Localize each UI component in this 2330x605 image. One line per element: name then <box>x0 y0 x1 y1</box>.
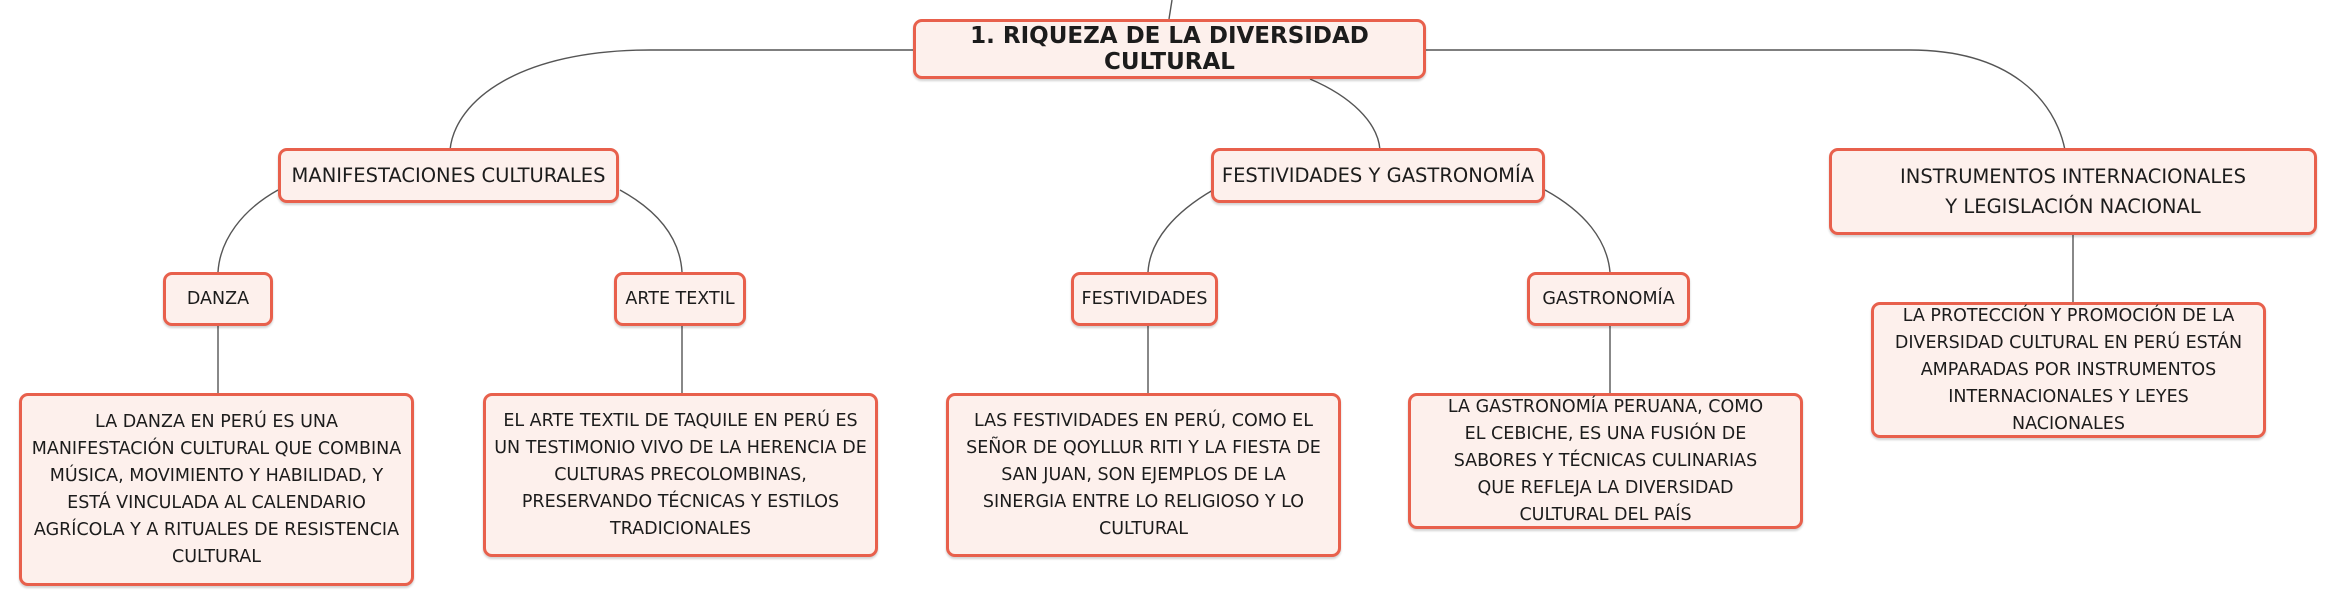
connector-festividades-gastronomia-gastronomia <box>1545 190 1610 272</box>
root-topic-label: 1. RIQUEZA DE LA DIVERSIDAD CULTURAL <box>970 23 1369 75</box>
detail-text: LA GASTRONOMÍA PERUANA, COMO EL CEBICHE, ES UNA FUSIÓN DE SABORES Y TÉCNICAS CULINARIAS QUE REFLEJA LA DIVERSIDAD CULTURAL DEL PAÍS <box>1447 396 1764 525</box>
subtopic-festividades[interactable] <box>1071 272 1218 326</box>
topic-label: INSTRUMENTOS INTERNACIONALES Y LEGISLACIÓN NACIONAL <box>1900 164 2246 218</box>
topic-label: FESTIVIDADES Y GASTRONOMÍA <box>1221 163 1535 187</box>
connector-manifestaciones-arte-textil <box>620 190 682 272</box>
detail-danza[interactable] <box>19 393 414 586</box>
subtopic-label: DANZA <box>186 289 250 309</box>
detail-festividades[interactable] <box>946 393 1341 557</box>
detail-text: LA DANZA EN PERÚ ES UNA MANIFESTACIÓN CULTURAL QUE COMBINA MÚSICA, MOVIMIENTO Y HABILIDAD, Y ESTÁ VINCULADA AL CALENDARIO AGRÍCOLA Y A RITUALES DE RESISTENCIA CULTURAL <box>31 411 402 567</box>
topic-label: MANIFESTACIONES CULTURALES <box>291 163 606 187</box>
topic-manifestaciones-culturales[interactable] <box>278 148 619 203</box>
subtopic-label: ARTE TEXTIL <box>625 289 735 309</box>
root-topic[interactable] <box>913 19 1426 79</box>
topic-instrumentos-internacionales[interactable] <box>1829 148 2317 235</box>
connector-festividades-gastronomia-festividades <box>1148 190 1213 272</box>
detail-text: EL ARTE TEXTIL DE TAQUILE EN PERÚ ES UN TESTIMONIO VIVO DE LA HERENCIA DE CULTURAS PRECOLOMBINAS, PRESERVANDO TÉCNICAS Y ESTILOS TRADICIONALES <box>494 410 867 539</box>
subtopic-arte-textil[interactable] <box>614 272 746 326</box>
detail-text: LA PROTECCIÓN Y PROMOCIÓN DE LA DIVERSIDAD CULTURAL EN PERÚ ESTÁN AMPARADAS POR INSTRUMENTOS INTERNACIONALES Y LEYES NACIONALES <box>1894 305 2243 434</box>
connector-root-festividades-gastronomia <box>1310 79 1380 150</box>
detail-text: LAS FESTIVIDADES EN PERÚ, COMO EL SEÑOR DE QOYLLUR RITI Y LA FIESTA DE SAN JUAN, SON EJEMPLOS DE LA SINERGIA ENTRE LO RELIGIOSO Y LO CULTURAL <box>966 410 1321 539</box>
detail-instrumentos[interactable] <box>1871 302 2266 438</box>
topic-festividades-y-gastronomia[interactable] <box>1211 148 1545 203</box>
subtopic-gastronomia[interactable] <box>1527 272 1690 326</box>
connector-manifestaciones-danza <box>218 190 278 272</box>
subtopic-danza[interactable] <box>163 272 273 326</box>
detail-gastronomia[interactable] <box>1408 393 1803 529</box>
subtopic-label: GASTRONOMÍA <box>1542 289 1675 309</box>
subtopic-label: FESTIVIDADES <box>1081 289 1208 309</box>
connector-root-instrumentos <box>1425 50 2065 150</box>
connector-root-manifestaciones <box>450 50 915 150</box>
detail-arte-textil[interactable] <box>483 393 878 557</box>
connector-root-parent <box>1169 0 1172 19</box>
